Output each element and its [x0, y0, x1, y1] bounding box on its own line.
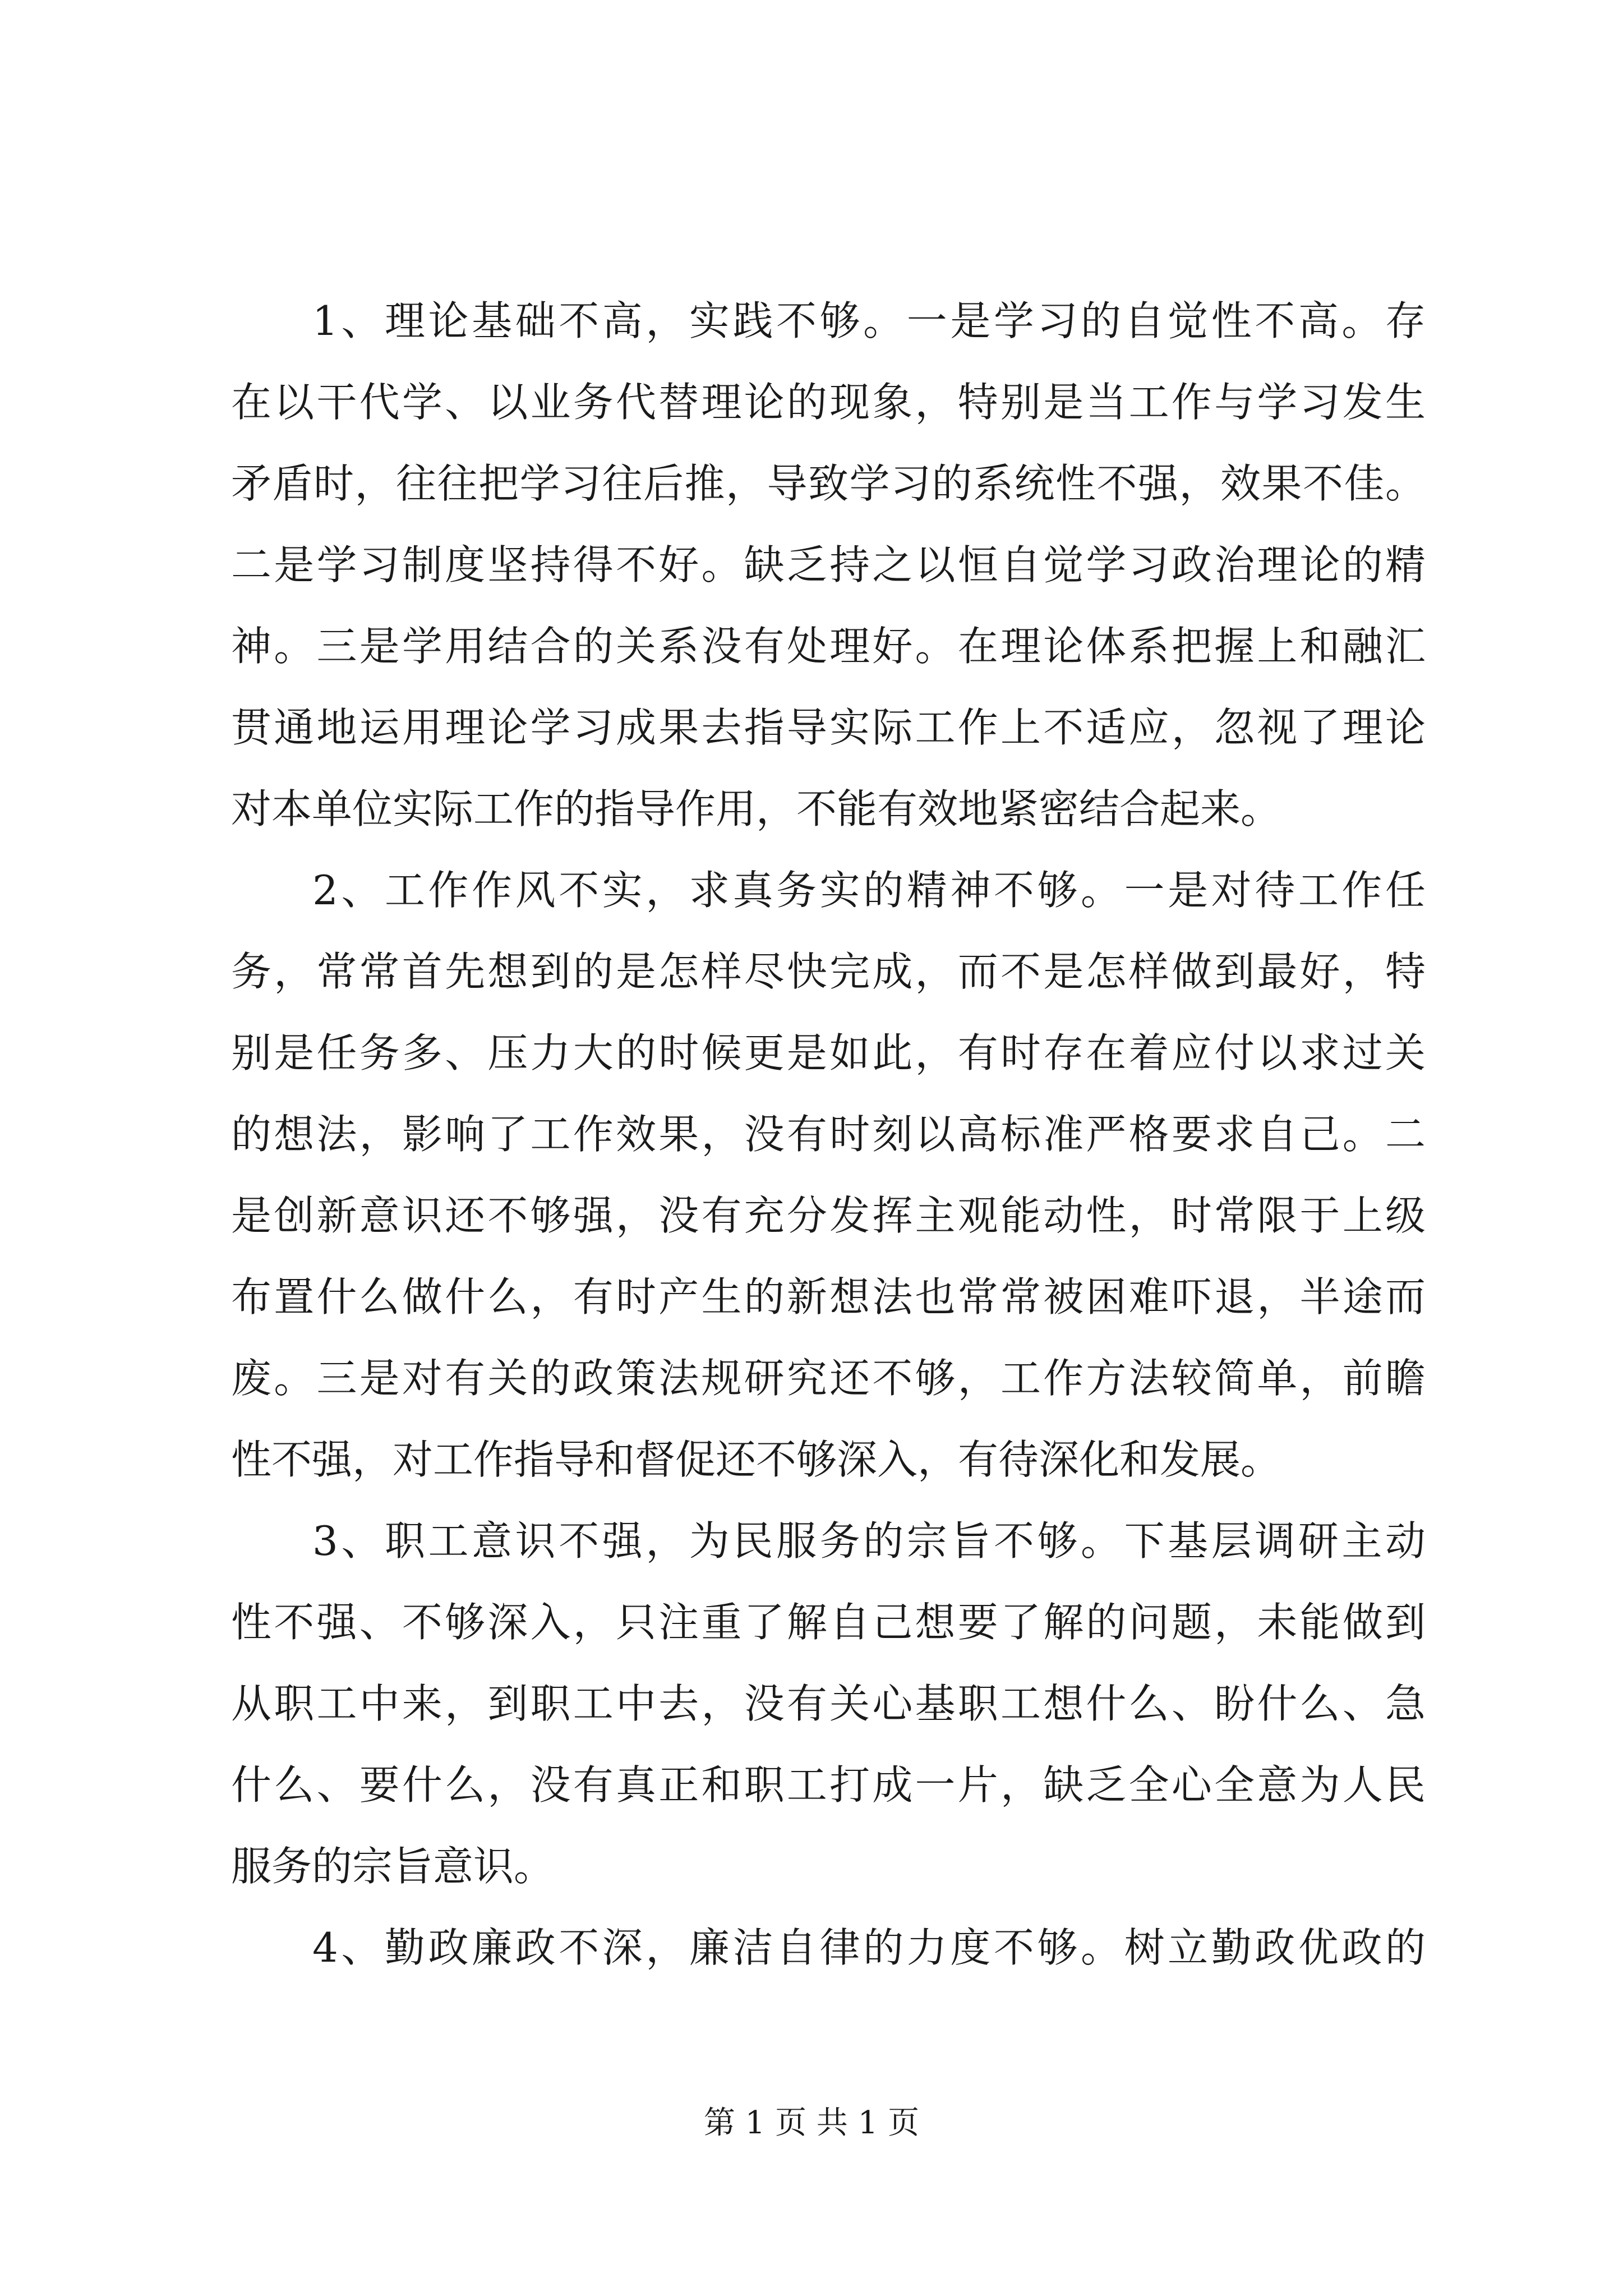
- paragraph-1-line: 1、理论基础不高，实践不够。一是学习的自觉性不高。存: [312, 297, 1426, 344]
- paragraph-1-line: 贯通地运用理论学习成果去指导实际工作上不适应，忽视了理论: [231, 704, 1426, 751]
- paragraph-2-line: 废。三是对有关的政策法规研究还不够，工作方法较简单，前瞻: [231, 1355, 1426, 1402]
- paragraph-1-last-line: 对本单位实际工作的指导作用，不能有效地紧密结合起来。: [231, 785, 1281, 832]
- paragraph-2-line: 别是任务多、压力大的时候更是如此，有时存在着应付以求过关: [231, 1029, 1426, 1076]
- paragraph-2-line: 2、工作作风不实，求真务实的精神不够。一是对待工作任: [312, 867, 1426, 914]
- paragraph-3-line: 什么、要什么，没有真正和职工打成一片，缺乏全心全意为人民: [231, 1761, 1426, 1809]
- paragraph-4-line: 4、勤政廉政不深，廉洁自律的力度不够。树立勤政优政的: [312, 1924, 1426, 1971]
- paragraph-1-line: 在以干代学、以业务代替理论的现象，特别是当工作与学习发生: [231, 379, 1426, 426]
- paragraph-2-last-line: 性不强，对工作指导和督促还不够深入，有待深化和发展。: [231, 1436, 1281, 1483]
- paragraph-3-line: 性不强、不够深入，只注重了解自己想要了解的问题，未能做到: [231, 1599, 1426, 1646]
- paragraph-2-line: 是创新意识还不够强，没有充分发挥主观能动性，时常限于上级: [231, 1192, 1426, 1239]
- paragraph-3-last-line: 服务的宗旨意识。: [231, 1843, 555, 1890]
- paragraph-1-line: 神。三是学用结合的关系没有处理好。在理论体系把握上和融汇: [231, 623, 1426, 670]
- document-body: [231, 280, 1426, 1989]
- paragraph-2-line: 务，常常首先想到的是怎样尽快完成，而不是怎样做到最好，特: [231, 948, 1426, 995]
- paragraph-1-line: 二是学习制度坚持得不好。缺乏持之以恒自觉学习政治理论的精: [231, 541, 1426, 588]
- page-number-footer: 第 1 页 共 1 页: [703, 2105, 920, 2141]
- paragraph-3-line: 从职工中来，到职工中去，没有关心基职工想什么、盼什么、急: [231, 1680, 1426, 1727]
- paragraph-3-line: 3、职工意识不强，为民服务的宗旨不够。下基层调研主动: [312, 1517, 1426, 1565]
- paragraph-2-line: 的想法，影响了工作效果，没有时刻以高标准严格要求自己。二: [231, 1111, 1426, 1158]
- paragraph-2-line: 布置什么做什么，有时产生的新想法也常常被困难吓退，半途而: [231, 1273, 1426, 1320]
- paragraph-1-line: 矛盾时，往往把学习往后推，导致学习的系统性不强，效果不佳。: [231, 460, 1426, 507]
